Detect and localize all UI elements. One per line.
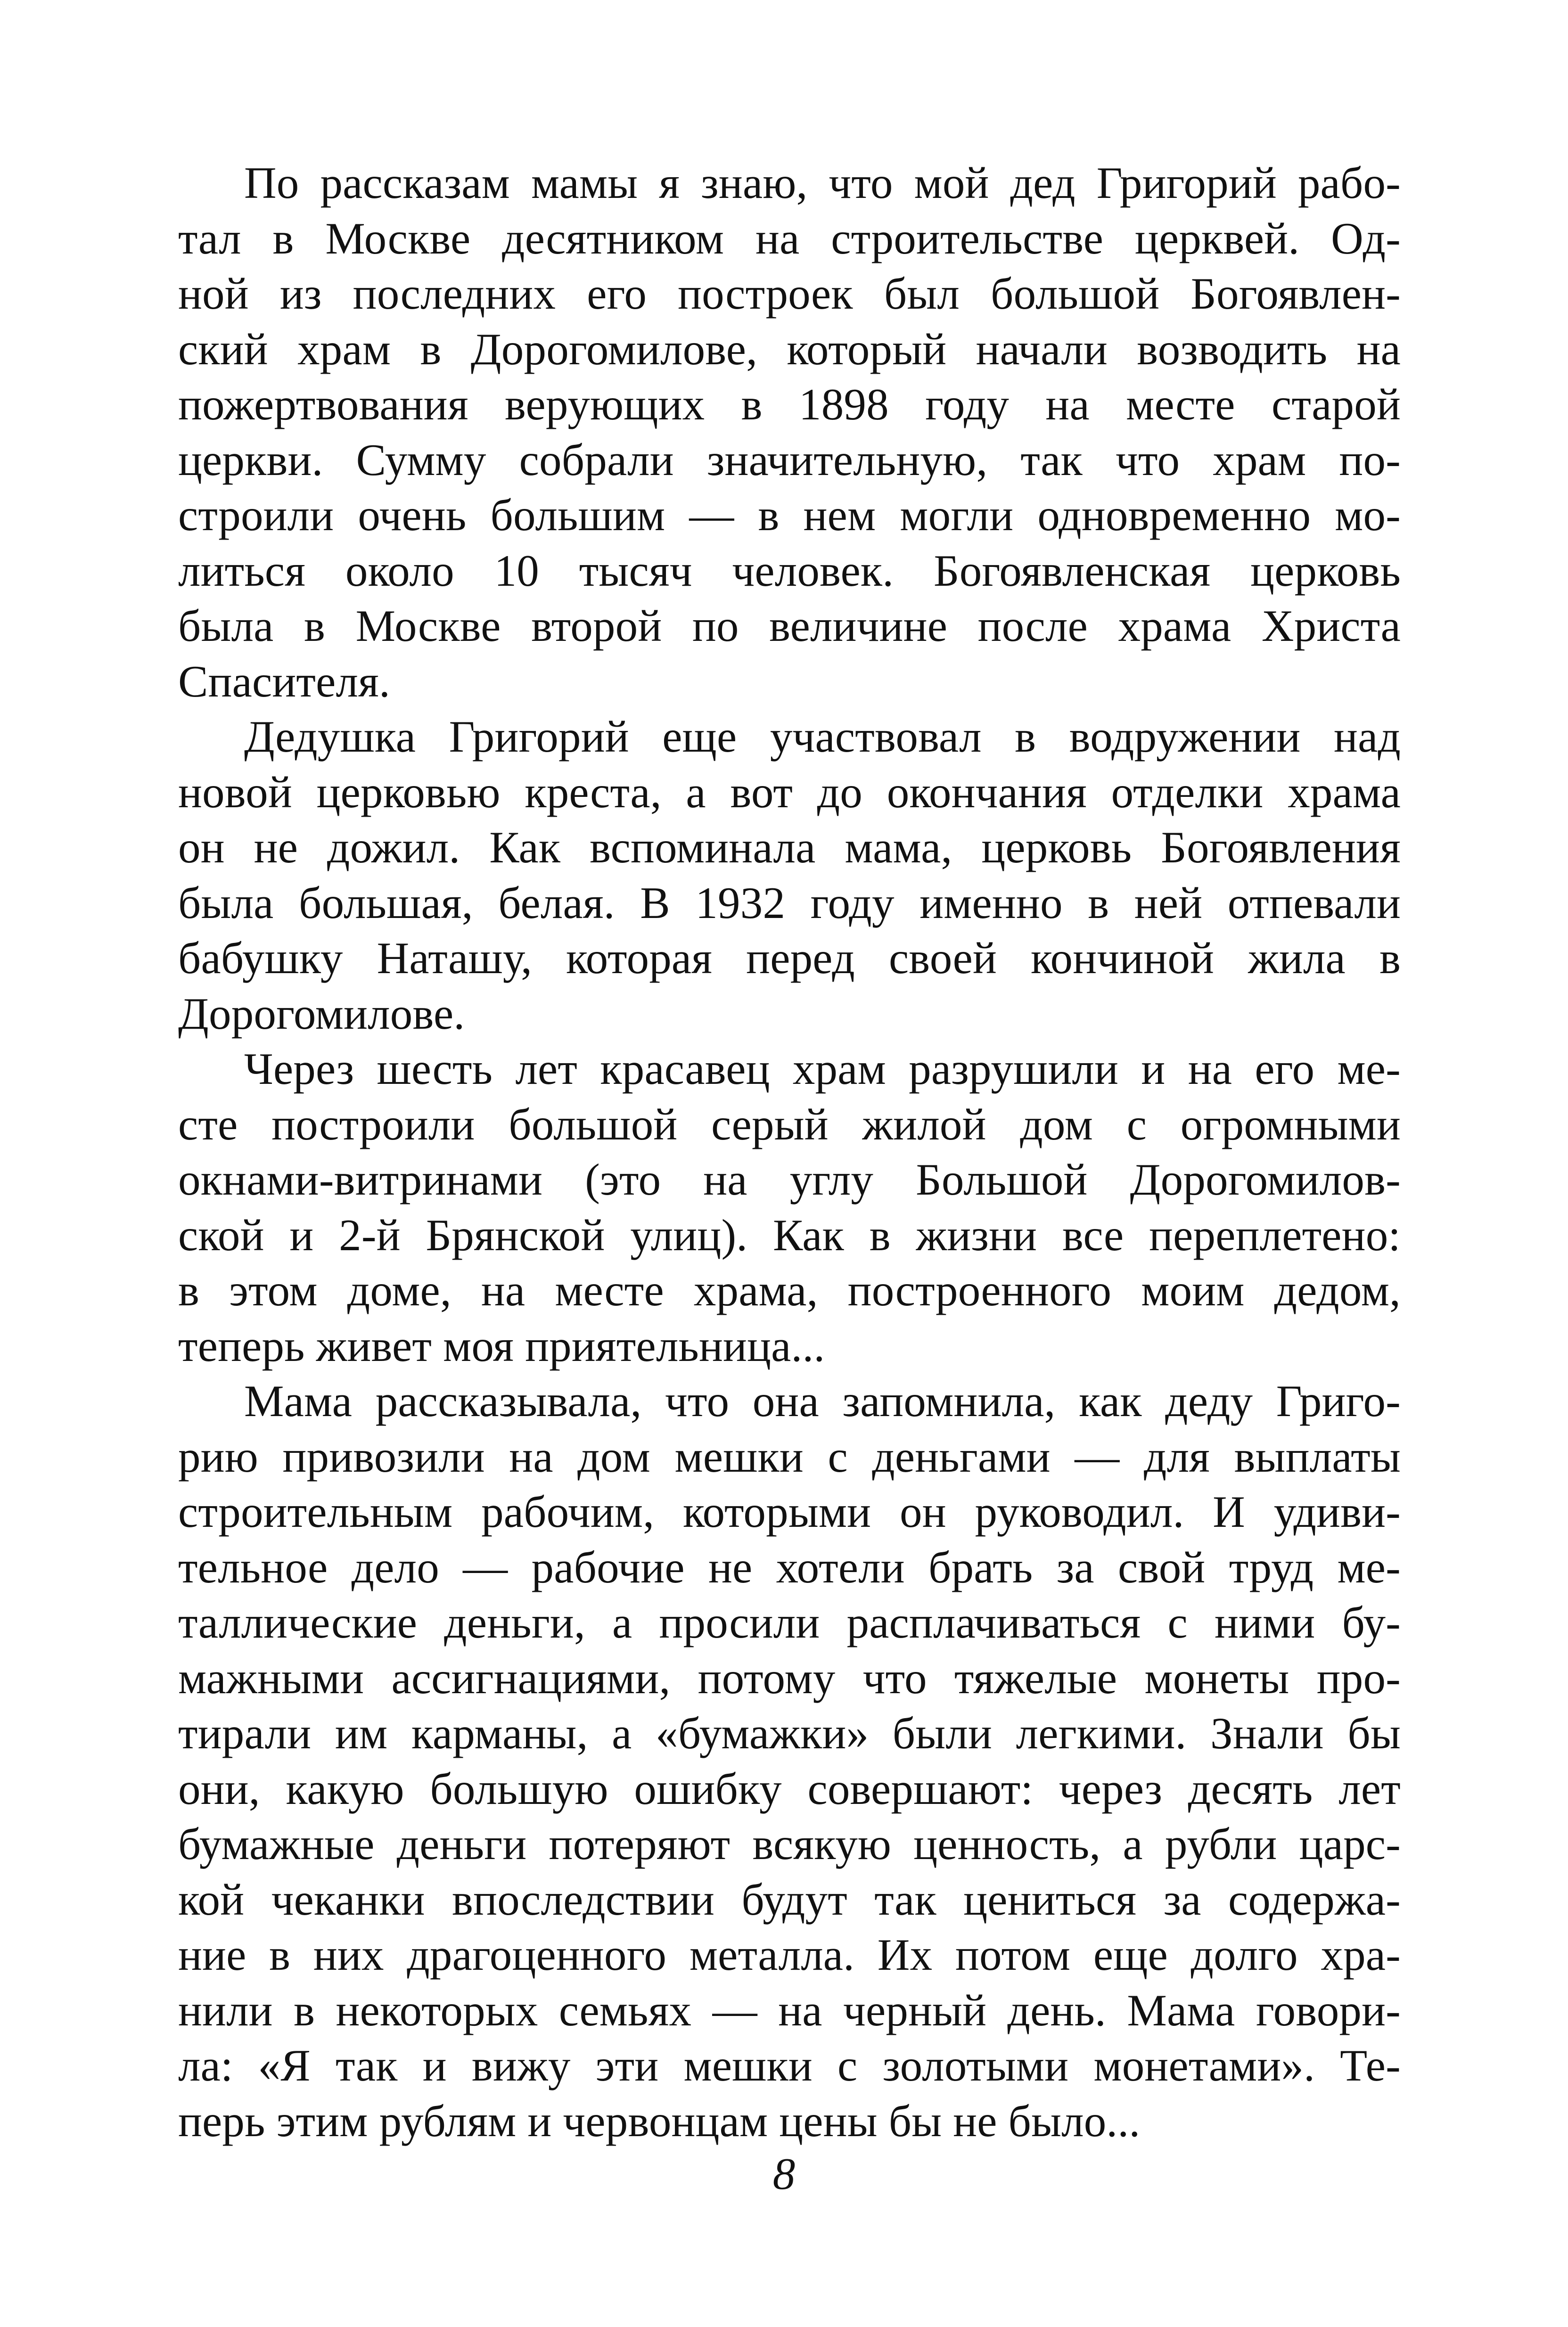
text-line: церкви. Сумму собрали значительную, так что храм по- — [178, 434, 1401, 485]
text-line: была в Москве второй по величине после храма Христа — [178, 601, 1401, 651]
paragraph-3 — [178, 1041, 1401, 1374]
text-line: сте построили большой серый жилой дом с огромными — [178, 1099, 1401, 1149]
text-line: строили очень большим — в нем могли одновременно мо- — [178, 490, 1401, 540]
text-line: новой церковью креста, а вот до окончания отделки храма — [178, 767, 1401, 817]
paragraph-2 — [178, 709, 1401, 1041]
text-line: они, какую большую ошибку совершают: через десять лет — [178, 1763, 1401, 1814]
text-line: теперь живет моя приятельница... — [178, 1320, 825, 1371]
body-text — [178, 156, 1401, 2149]
text-line: По рассказам мамы я знаю, что мой дед Григорий рабо- — [244, 158, 1401, 208]
text-line: рию привозили на дом мешки с деньгами — для выплаты — [178, 1431, 1401, 1482]
text-line: Дедушка Григорий еще участвовал в водружении над — [244, 712, 1401, 762]
text-line: ской и 2-й Брянской улиц). Как в жизни все переплетено: — [178, 1210, 1401, 1260]
text-line: перь этим рублям и червонцам цены бы не было... — [178, 2096, 1141, 2146]
paragraph-4 — [178, 1374, 1401, 2149]
text-line: кой чеканки впоследствии будут так цениться за содержа- — [178, 1874, 1401, 1925]
text-line: нили в некоторых семьях — на черный день. Мама говори- — [178, 1985, 1401, 2035]
text-line: ние в них драгоценного металла. Их потом еще долго хра- — [178, 1930, 1401, 1980]
text-line: бумажные деньги потеряют всякую ценность, а рубли царс- — [178, 1819, 1401, 1869]
text-line: мажными ассигнациями, потому что тяжелые монеты про- — [178, 1653, 1401, 1703]
text-line: строительным рабочим, которыми он руководил. И удиви- — [178, 1487, 1401, 1537]
text-line: Мама рассказывала, что она запомнила, как деду Григо- — [244, 1376, 1401, 1426]
text-line: тельное дело — рабочие не хотели брать за свой труд ме- — [178, 1542, 1401, 1592]
text-line: окнами-витринами (это на углу Большой Дорогомилов- — [178, 1155, 1401, 1204]
text-line: он не дожил. Как вспоминала мама, церковь Богоявления — [178, 822, 1401, 872]
text-line: литься около 10 тысяч человек. Богоявленская церковь — [178, 545, 1401, 596]
text-line: ной из последних его построек был большой Богоявлен- — [178, 269, 1401, 319]
text-line: тирали им карманы, а «бумажки» были легкими. Знали бы — [178, 1708, 1401, 1758]
text-line: Через шесть лет красавец храм разрушили и на его ме- — [244, 1044, 1401, 1094]
text-line: пожертвования верующих в 1898 году на месте старой — [178, 379, 1401, 429]
paragraph-1 — [178, 156, 1401, 709]
text-line: Спасителя. — [178, 656, 390, 706]
text-line: была большая, белая. В 1932 году именно в ней отпевали — [178, 877, 1401, 928]
text-line: таллические деньги, а просили расплачиваться с ними бу- — [178, 1598, 1401, 1647]
text-line: ла: «Я так и вижу эти мешки с золотыми монетами». Те- — [178, 2040, 1401, 2090]
text-line: тал в Москве десятником на строительстве церквей. Од- — [178, 213, 1401, 263]
page-number: 8 — [772, 2149, 796, 2199]
text-line: Дорогомилове. — [178, 988, 465, 1039]
text-line: ский храм в Дорогомилове, который начали возводить на — [178, 324, 1401, 374]
text-line: бабушку Наташу, которая перед своей кончиной жила в — [178, 933, 1401, 983]
text-line: в этом доме, на месте храма, построенного моим дедом, — [178, 1265, 1401, 1315]
